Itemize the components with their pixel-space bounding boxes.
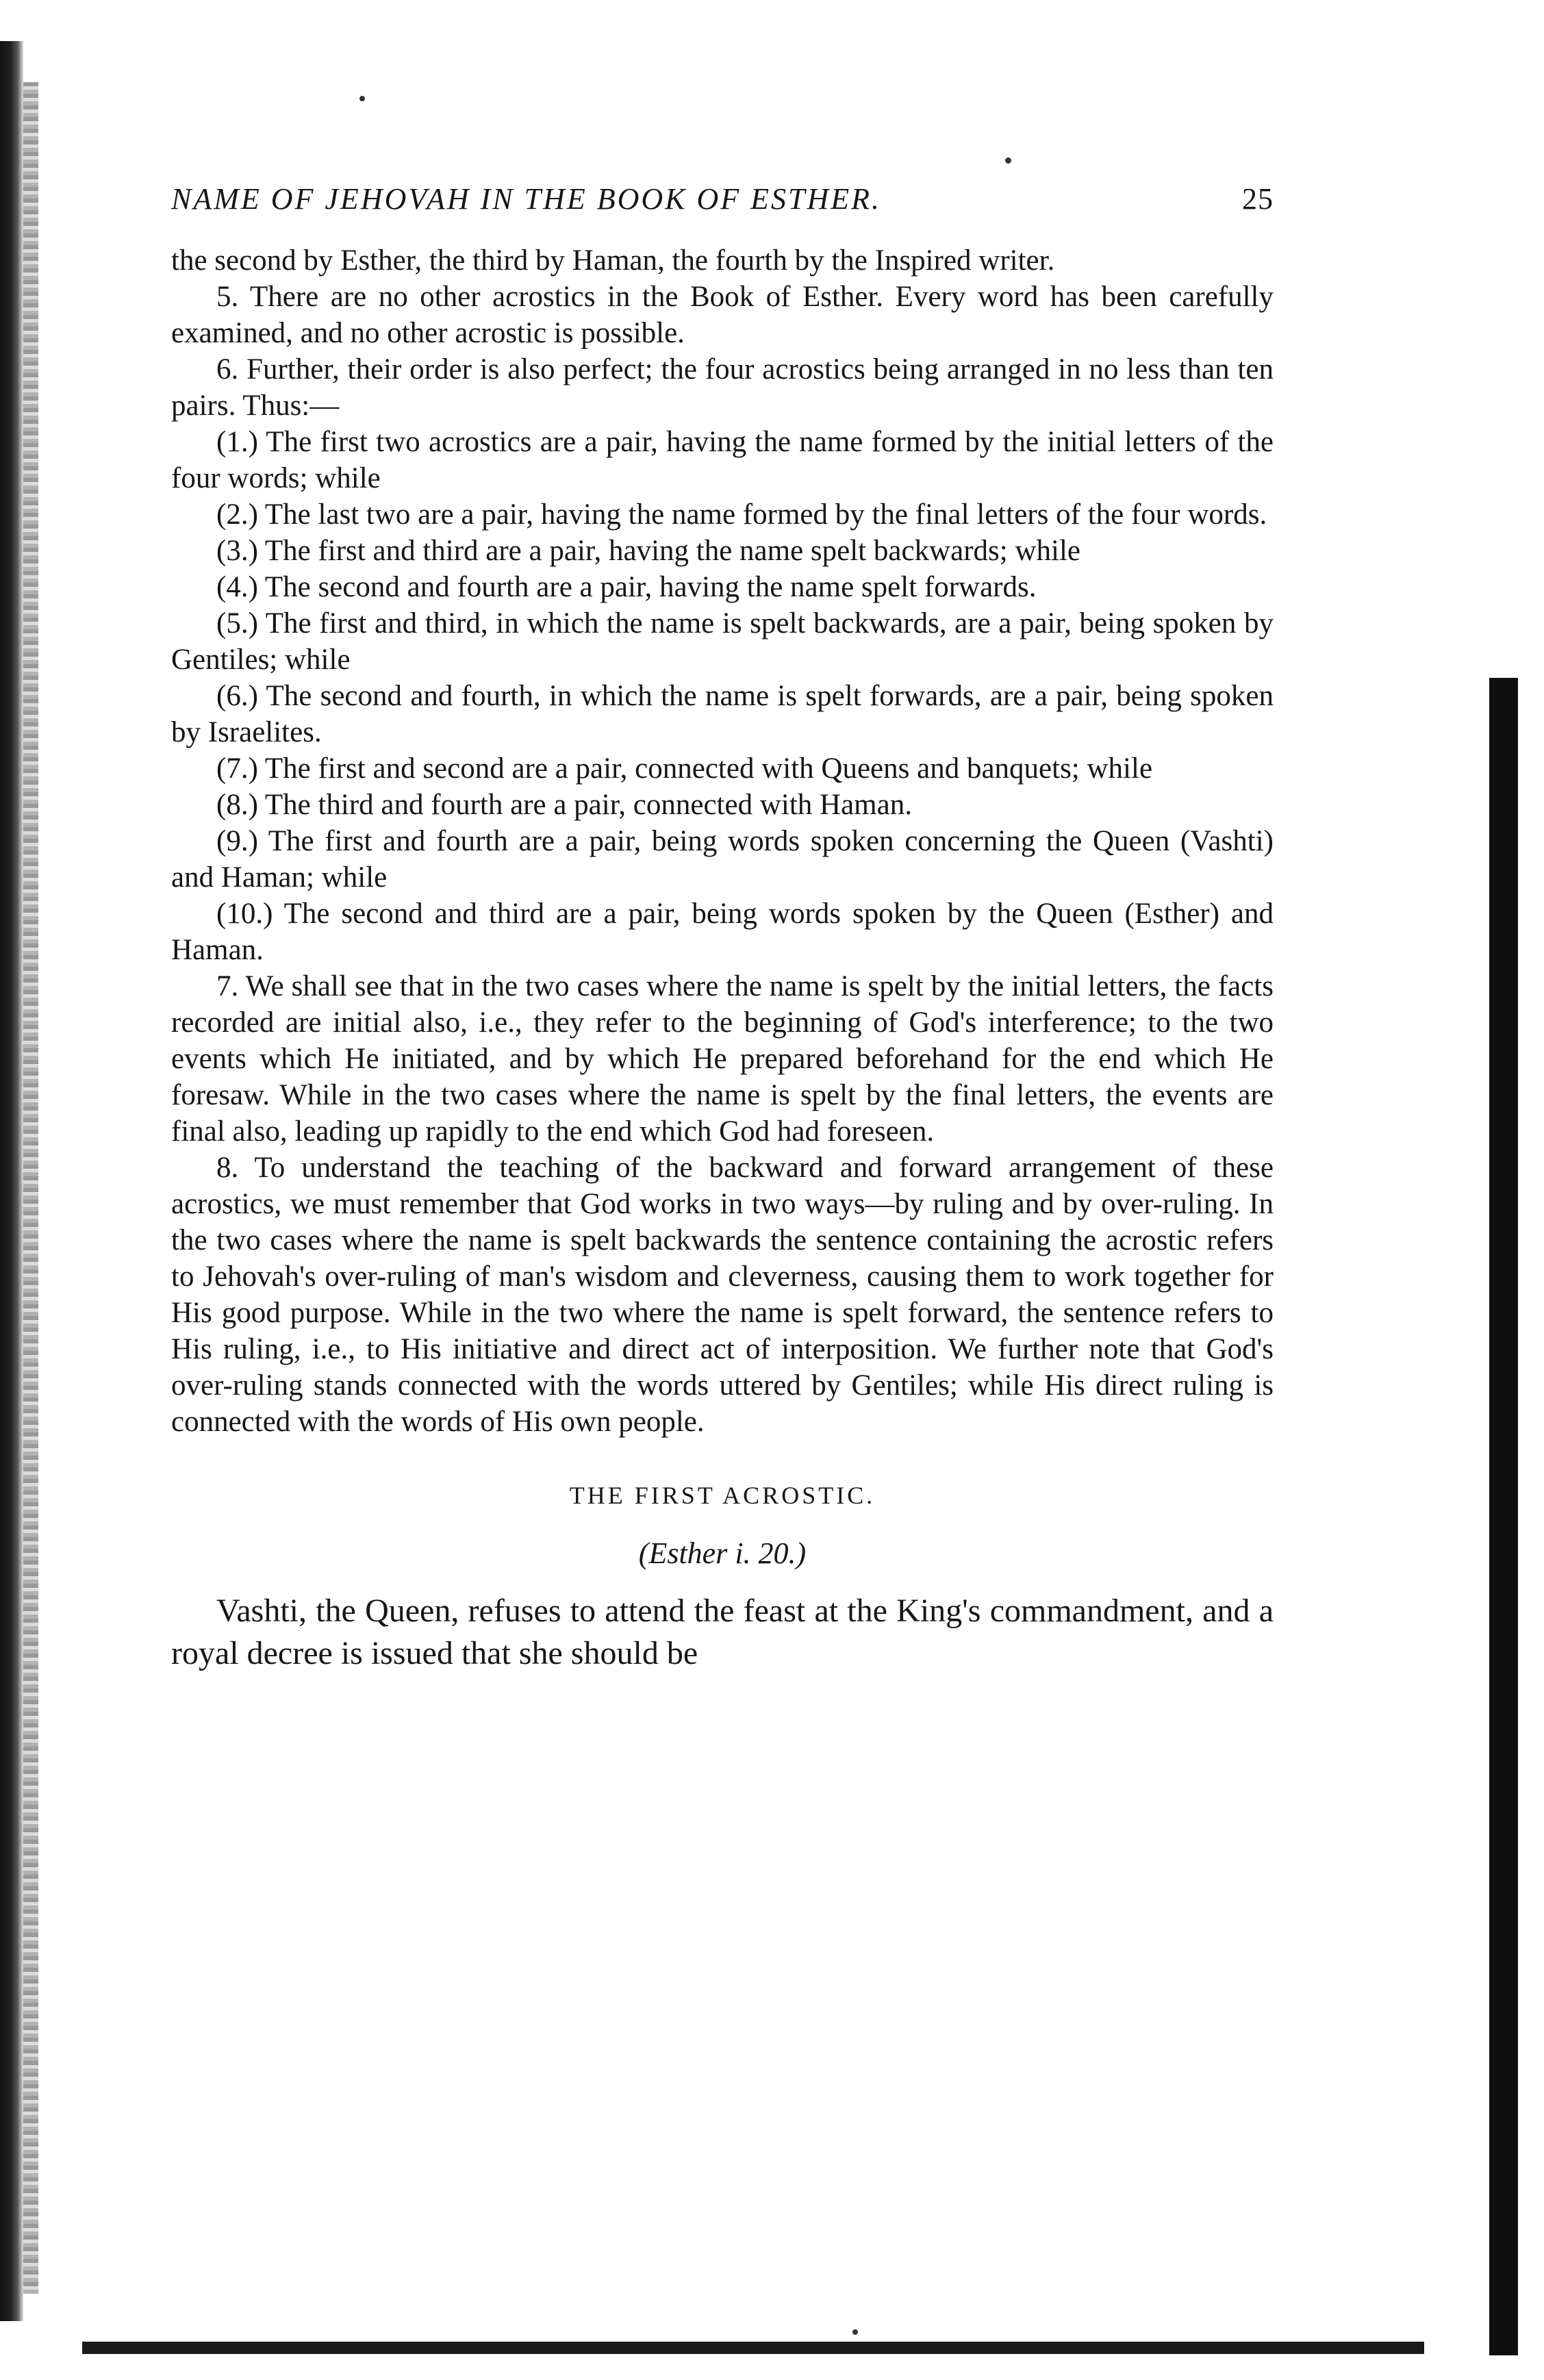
list-item: (10.) The second and third are a pair, being words spoken by the Queen (Esther) and Haman. xyxy=(171,898,1274,966)
scan-fleck xyxy=(359,96,365,101)
section-title: THE FIRST ACROSTIC. xyxy=(569,1482,876,1509)
closing-text xyxy=(171,1590,1274,1675)
list-item: (9.) The first and fourth are a pair, being words spoken concerning the Queen (Vashti) and Haman; while xyxy=(171,825,1274,894)
paragraph: 7. We shall see that in the two cases where the name is spelt by the initial letters, the facts recorded are initial also, i.e., they refer to the beginning of God's interference; to the two events which He initiated, and by which He prepared beforehand for the end which He foresaw. While in the two cases where the name is spelt by the final letters, the events are final also, leading up rapidly to the end which God had foreseen. xyxy=(171,970,1274,1148)
list-item: (8.) The third and fourth are a pair, connected with Haman. xyxy=(216,789,912,821)
list-item: (4.) The second and fourth are a pair, having the name spelt forwards. xyxy=(216,571,1037,603)
list-item: (2.) The last two are a pair, having the name formed by the final letters of the four words. xyxy=(216,498,1267,531)
section-reference: (Esther i. 20.) xyxy=(638,1536,807,1570)
paragraph: 8. To understand the teaching of the backward and forward arrangement of these acrostics, we must remember that God works in two ways—by ruling and by over-ruling. In the two cases where the name is spelt backwards the sentence containing the acrostic refers to Jehovah's over-ruling of man's wisdom and cleverness, causing them to work together for His good purpose. While in the two where the name is spelt forward, the sentence refers to His ruling, i.e., to His initiative and direct act of interposition. We further note that God's over-ruling stands connected with the words uttered by Gentiles; while His direct ruling is connected with the words of His own people. xyxy=(171,1152,1274,1438)
paragraph: 5. There are no other acrostics in the Book of Esther. Every word has been carefully examined, and no other acrostic is possible. xyxy=(171,281,1274,349)
running-head-title: NAME OF JEHOVAH IN THE BOOK OF ESTHER. xyxy=(171,182,882,216)
running-head xyxy=(171,181,1274,216)
list-item: (6.) The second and fourth, in which the name is spelt forwards, are a pair, being spoken by Israelites. xyxy=(171,680,1274,748)
scan-fleck xyxy=(852,2329,858,2335)
book-page xyxy=(171,181,1274,1675)
scan-edge-right xyxy=(1489,678,1518,2355)
paragraph: Vashti, the Queen, refuses to attend the feast at the King's commandment, and a royal decree is issued that she should be xyxy=(171,1593,1274,1671)
scan-edge-left-texture xyxy=(23,82,38,2294)
list-item: (5.) The first and third, in which the name is spelt backwards, are a pair, being spoken by Gentiles; while xyxy=(171,607,1274,676)
list-item: (7.) The first and second are a pair, connected with Queens and banquets; while xyxy=(216,752,1153,785)
page-number: 25 xyxy=(1242,182,1274,216)
scan-edge-left xyxy=(0,41,23,2321)
scan-fleck xyxy=(1005,157,1011,164)
paragraph: 6. Further, their order is also perfect; the four acrostics being arranged in no less than ten pairs. Thus:— xyxy=(171,353,1274,422)
paragraph: the second by Esther, the third by Haman, the fourth by the Inspired writer. xyxy=(171,244,1055,277)
list-item: (3.) The first and third are a pair, having the name spelt backwards; while xyxy=(216,535,1080,567)
scan-edge-bottom xyxy=(82,2342,1424,2354)
list-item: (1.) The first two acrostics are a pair, having the name formed by the initial letters of the four words; while xyxy=(171,426,1274,494)
body-text xyxy=(171,242,1274,1440)
